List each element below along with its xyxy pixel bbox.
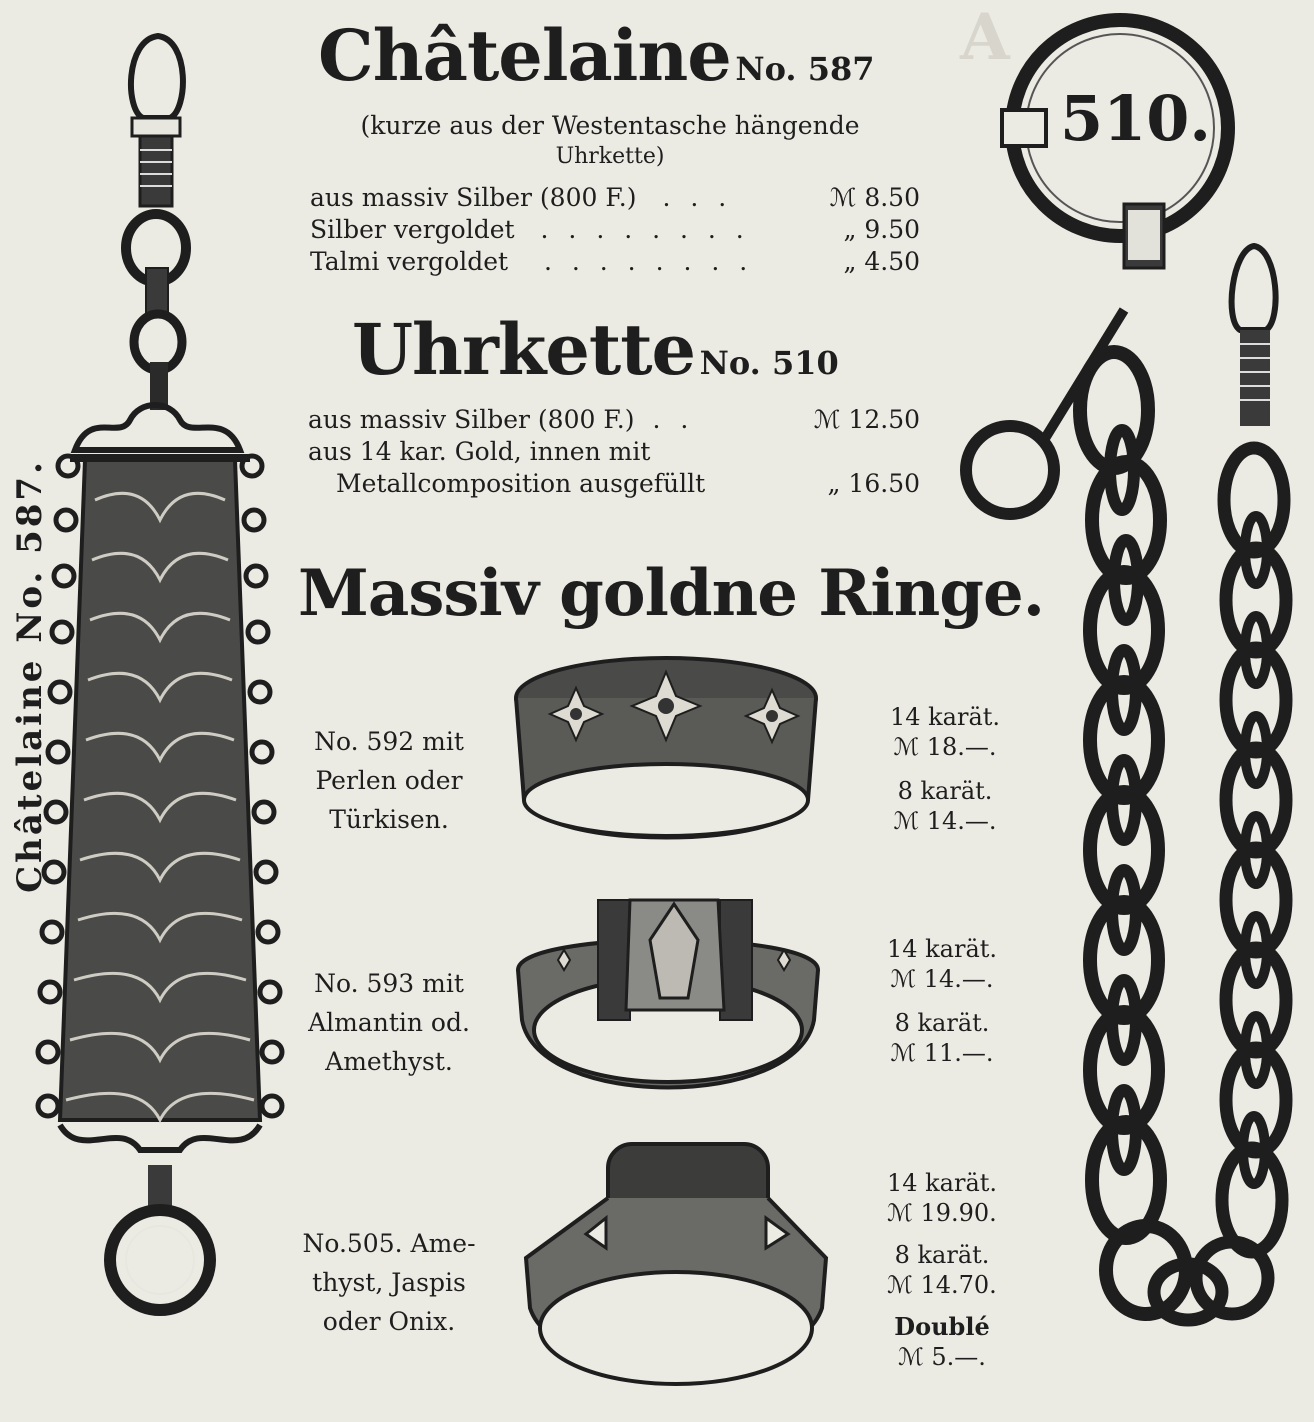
price-row-label: aus massiv Silber (800 F.) xyxy=(308,405,635,434)
ring-505-description xyxy=(282,1224,496,1341)
price-row-dots: . . . . . . . . xyxy=(544,247,754,276)
price-row-label: Silber vergoldet xyxy=(310,215,515,244)
ring-price-line: 14 karät. xyxy=(886,935,998,963)
price-row-dots: . . xyxy=(652,405,695,434)
ring-592-illustration xyxy=(516,650,816,850)
price-row-dots: . . . . . . . . xyxy=(540,215,750,244)
watch-chain-illustration xyxy=(974,0,1314,1422)
chatelaine-number: No. 587 xyxy=(735,50,875,88)
uhrkette-price-row xyxy=(308,404,920,435)
uhrkette-number: No. 510 xyxy=(699,344,839,382)
chatelaine-subtitle xyxy=(300,110,920,172)
ring-price-line: 14 karät. xyxy=(886,1169,998,1197)
side-label: Châtelaine No. 587. xyxy=(10,459,50,893)
ring-price-line: 8 karät. xyxy=(894,1009,990,1037)
uhrkette-heading xyxy=(352,308,839,391)
price-row-label: Talmi vergoldet xyxy=(310,247,509,276)
ring-592-description xyxy=(286,722,492,839)
ring-593-description xyxy=(286,964,492,1081)
ring-price-line: ℳ 19.90. xyxy=(887,1199,997,1227)
price-row-label: aus 14 kar. Gold, innen mit xyxy=(308,437,651,466)
ring-price-line: 8 karät. xyxy=(894,1241,990,1269)
uhrkette-price-row xyxy=(336,468,920,499)
uhrkette-text-row xyxy=(308,436,920,467)
chatelaine-price-row xyxy=(310,246,920,277)
chatelaine-price-row xyxy=(310,214,920,245)
ring-price-line: 8 karät. xyxy=(897,777,993,805)
price-row-price: „ 4.50 xyxy=(843,247,920,276)
ring-price-line: ℳ 14.—. xyxy=(890,965,994,993)
chatelaine-illustration xyxy=(0,0,300,1422)
ring-price-line: ℳ 11.—. xyxy=(890,1039,994,1067)
chatelaine-title: Châtelaine xyxy=(318,14,731,97)
bleed-through-text: A xyxy=(960,0,1012,75)
ring-592-prices xyxy=(880,702,1010,836)
chain-number-badge: 510. xyxy=(1060,82,1212,155)
ring-price-line: ℳ 5.—. xyxy=(898,1343,986,1371)
ring-price-line: ℳ 14.70. xyxy=(887,1271,997,1299)
price-row-price: ℳ 12.50 xyxy=(813,405,920,434)
ring-desc-line: Amethyst. xyxy=(325,1047,453,1076)
price-row-label: aus massiv Silber (800 F.) xyxy=(310,183,637,212)
rings-heading: Massiv goldne Ringe. xyxy=(298,556,1044,631)
ring-price-line: Doublé xyxy=(894,1312,990,1341)
ring-593-prices xyxy=(874,934,1010,1068)
ring-desc-line: Türkisen. xyxy=(329,805,449,834)
chatelaine-subtitle-line2: Uhrkette) xyxy=(555,144,665,169)
ring-price-line: 14 karät. xyxy=(889,703,1001,731)
ring-desc-line: No. 592 mit xyxy=(314,727,464,756)
price-row-label: Metallcomposition ausgefüllt xyxy=(336,469,706,498)
ring-price-line: ℳ 14.—. xyxy=(893,807,997,835)
ring-desc-line: Perlen oder xyxy=(315,766,463,795)
chatelaine-heading xyxy=(318,14,875,97)
chatelaine-subtitle-line1: (kurze aus der Westentasche hängende xyxy=(360,111,860,140)
ring-593-illustration xyxy=(518,880,818,1110)
chatelaine-price-row xyxy=(310,182,920,213)
ring-desc-line: thyst, Jaspis xyxy=(312,1268,466,1297)
ring-desc-line: Almantin od. xyxy=(308,1008,470,1037)
ring-price-line: ℳ 18.—. xyxy=(893,733,997,761)
ring-desc-line: oder Onix. xyxy=(322,1307,456,1336)
price-row-price: „ 9.50 xyxy=(843,215,920,244)
uhrkette-title: Uhrkette xyxy=(352,308,696,391)
ring-505-prices xyxy=(872,1168,1012,1372)
price-row-dots: . . . xyxy=(662,183,733,212)
ring-505-illustration xyxy=(526,1138,826,1398)
ring-desc-line: No.505. Ame- xyxy=(302,1229,476,1258)
price-row-price: „ 16.50 xyxy=(827,469,920,498)
price-row-price: ℳ 8.50 xyxy=(829,183,920,212)
ring-desc-line: No. 593 mit xyxy=(314,969,464,998)
